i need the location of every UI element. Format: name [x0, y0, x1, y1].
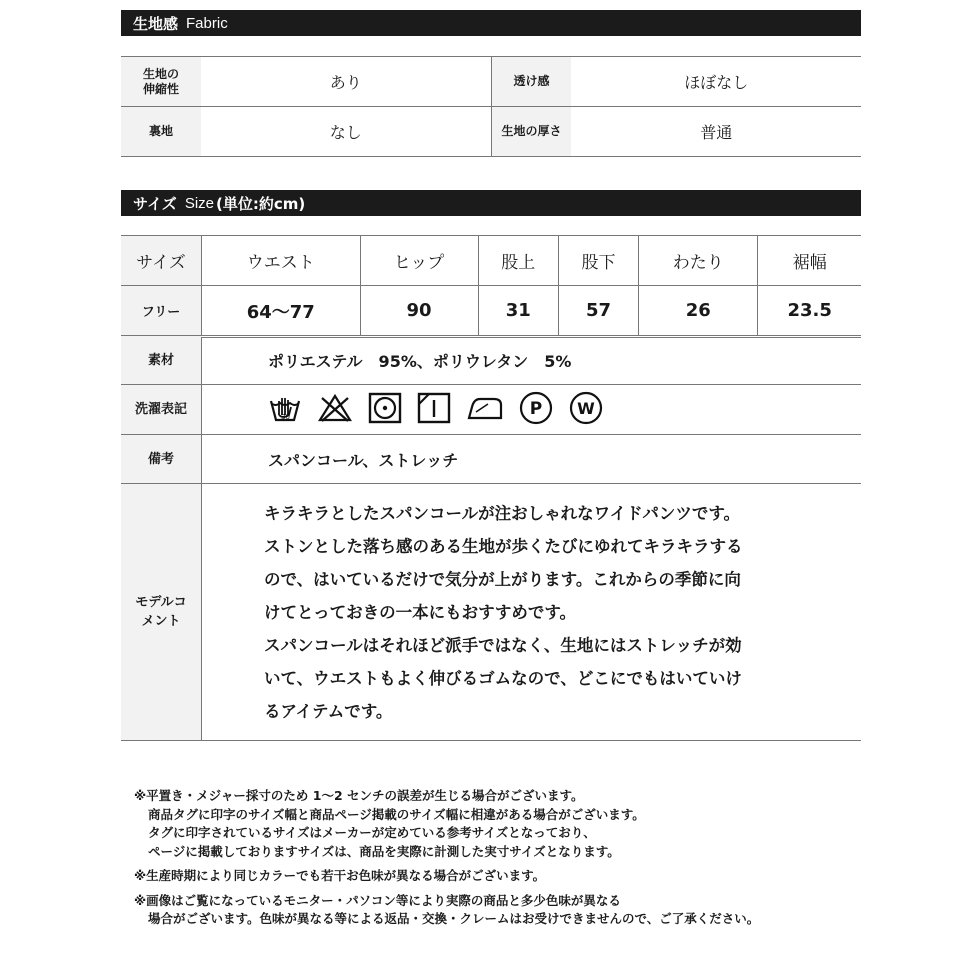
fabric-table [121, 56, 861, 157]
size-header-row [121, 236, 861, 286]
size-value-cell: 23.5 [758, 286, 861, 337]
size-value-cell: 90 [360, 286, 478, 337]
comment-line: キラキラとしたスパンコールが注おしゃれなワイドパンツです。 [264, 503, 741, 523]
tumble-dry-icon [368, 392, 402, 428]
fabric-section-header [121, 10, 861, 36]
notes [134, 787, 759, 929]
material-row [121, 337, 861, 385]
size-table [121, 235, 861, 338]
size-value-cell: 64〜77 [202, 286, 361, 337]
size-header-cell: 股上 [478, 236, 558, 286]
note-line: ※生産時期により同じカラーでも若干お色味が異なる場合がございます。 [134, 868, 546, 883]
comment-line: るアイテムです。 [264, 701, 393, 721]
care-label: 洗濯表記 [121, 385, 202, 435]
lining-label: 裏地 [121, 107, 201, 157]
fabric-title-ja: 生地感 [133, 14, 179, 33]
size-header-cell: ヒップ [360, 236, 478, 286]
comment-text [202, 484, 862, 741]
material-label: 素材 [121, 337, 202, 385]
note-line: ※平置き・メジャー採寸のため 1〜2 センチの誤差が生じる場合がございます。 [134, 788, 584, 803]
note-line: 商品タグに印字のサイズ幅と商品ページ掲載のサイズ幅に相違がある場合がございます。 [148, 806, 645, 822]
note-line: タグに印字されているサイズはメーカーが定めている参考サイズとなっており、 [148, 825, 596, 840]
thickness-value: 普通 [571, 107, 861, 157]
size-value-cell: 26 [639, 286, 758, 337]
stretch-label: 生地の伸縮性 [121, 57, 201, 107]
size-header-cell: 股下 [558, 236, 638, 286]
note-line: ページに掲載しておりますサイズは、商品を実際に計測した実寸サイズとなります。 [148, 843, 620, 859]
comment-label: モデルコメント [121, 484, 202, 741]
remarks-row [121, 435, 861, 484]
size-header-cell: わたり [639, 236, 758, 286]
hand-wash-icon [268, 393, 302, 427]
comment-row [121, 484, 861, 741]
detail-table [121, 337, 861, 741]
lining-value: なし [201, 107, 491, 157]
svg-text:W: W [576, 398, 595, 418]
stretch-value: あり [201, 57, 491, 107]
size-title-ja: サイズ [133, 194, 177, 213]
svg-text:P: P [530, 398, 543, 419]
fabric-row [121, 57, 861, 107]
line-dry-shade-icon [417, 392, 451, 428]
note-line: 場合がございます。色味が異なる等による返品・交換・クレームはお受けできませんので、ご了承ください。 [148, 911, 760, 926]
low-iron-icon [466, 393, 504, 427]
size-title-unit: (単位:約cm) [216, 194, 306, 213]
thickness-label: 生地の厚さ [491, 107, 571, 157]
size-value-cell: フリー [121, 286, 202, 337]
size-value-cell: 31 [478, 286, 558, 337]
size-header-cell: 裾幅 [758, 236, 861, 286]
svg-text:30: 30 [281, 412, 290, 421]
remarks-label: 備考 [121, 435, 202, 484]
fabric-row [121, 107, 861, 157]
comment-line: いて、ウエストもよく伸びるゴムなので、どこにでもはいていけ [264, 668, 742, 688]
care-icons [202, 385, 862, 435]
comment-line: ストンとした落ち感のある生地が歩くたびにゆれてキラキラする [264, 536, 743, 556]
size-value-cell: 57 [558, 286, 638, 337]
note-line: ※画像はご覧になっているモニター・パソコン等により実際の商品と多少色味が異なる [134, 892, 621, 908]
sheerness-label: 透け感 [491, 57, 571, 107]
comment-line: ので、はいているだけで気分が上がります。これからの季節に向 [264, 569, 741, 589]
remarks-value: スパンコール、ストレッチ [202, 435, 862, 484]
comment-line: けてとっておきの一本にもおすすめです。 [264, 602, 577, 622]
size-header-cell: ウエスト [202, 236, 361, 286]
care-row [121, 385, 861, 435]
fabric-title-en: Fabric [186, 14, 228, 32]
size-title-en: Size [184, 194, 214, 212]
size-value-row [121, 286, 861, 337]
material-value: ポリエステル 95%、ポリウレタン 5% [202, 337, 862, 385]
dry-clean-p-icon [519, 391, 553, 429]
comment-line: スパンコールはそれほど派手ではなく、生地にはストレッチが効 [264, 635, 742, 655]
no-bleach-icon [317, 393, 353, 427]
wet-clean-w-icon [569, 391, 603, 429]
size-header-cell: サイズ [121, 236, 202, 286]
sheerness-value: ほぼなし [571, 57, 861, 107]
size-section-header [121, 190, 861, 216]
